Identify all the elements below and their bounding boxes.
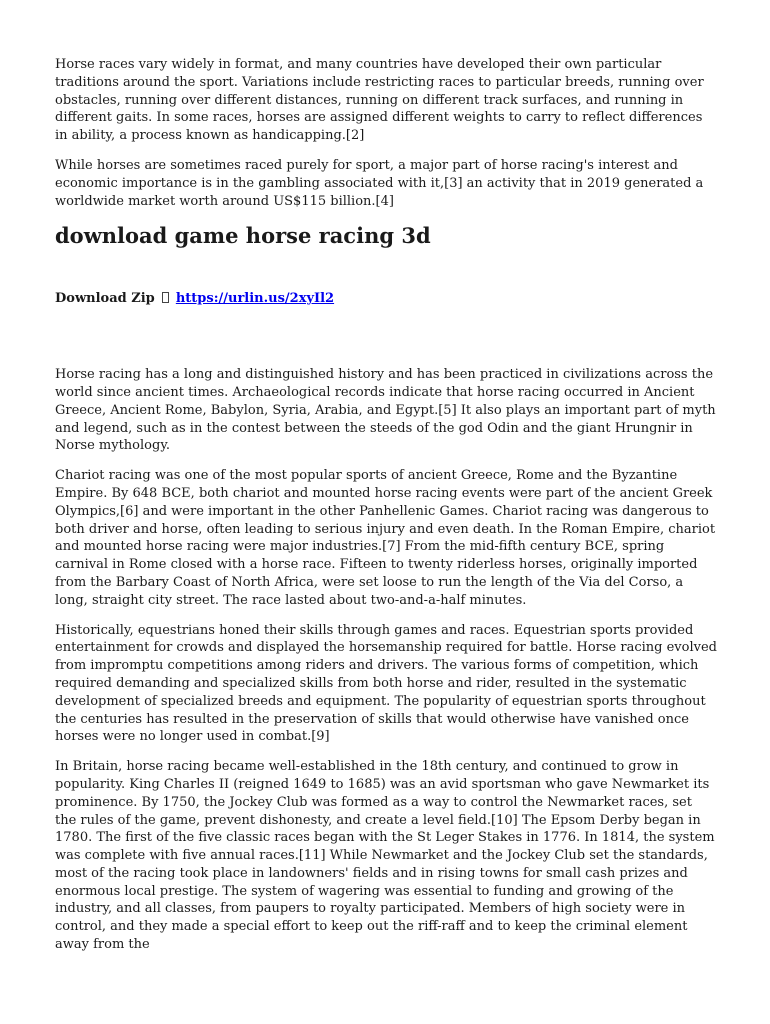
intro-paragraph-1: Horse races vary widely in format, and many countries have developed their own particular traditions around the sport. Variations include restricting races to particular breeds, running over obstacles, running over different distances, running on different track surfaces, and running in different gaits. In some races, horses are assigned different weights to carry to reflect differences in ability, a process known as handicapping.[2] — [55, 57, 704, 144]
body-paragraph-2: Chariot racing was one of the most popular sports of ancient Greece, Rome and the Byzantine Empire. By 648 BCE, both chariot and mounted horse racing events were part of the ancient Greek Olympics,[6] and were important in the other Panhellenic Games. Chariot racing was dangerous to both driver and horse, often leading to serious injury and even death. In the Roman Empire, chariot and mounted horse racing were major industries.[7] From the mid-fifth century BCE, spring carnival in Rome closed with a horse race. Fifteen to twenty riderless horses, originally imported from the Barbary Coast of North Africa, were set loose to run the length of the Via del Corso, a long, straight city street. The race lasted about two-and-a-half minutes. — [55, 468, 716, 608]
spacer — [55, 308, 717, 366]
page-heading: download game horse racing 3d — [55, 223, 431, 249]
intro-paragraph-2: While horses are sometimes raced purely for sport, a major part of horse racing's interest and economic importance is in the gambling associated with it,[3] an activity that in 2019 generated a worldwide market worth around US$115 billion.[4] — [55, 157, 704, 209]
box-icon — [162, 292, 169, 303]
download-link[interactable]: https://urlin.us/2xyIl2 — [175, 291, 335, 307]
download-line — [55, 290, 717, 308]
body-paragraph-3: Historically, equestrians honed their skills through games and races. Equestrian sports provided entertainment for crowds and displayed the horsemanship required for battle. Horse racing evolved from impromptu competitions among riders and drivers. The various forms of competition, which required demanding and specialized skills from both horse and rider, resulted in the systematic development of specialized breeds and equipment. The popularity of equestrian sports throughout the centuries has resulted in the preservation of skills that would otherwise have vanished once horses were no longer used in combat.[9] — [55, 622, 717, 745]
download-label: Download Zip — [55, 291, 155, 307]
body-paragraph-4: In Britain, horse racing became well-established in the 18th century, and continued to grow in popularity. King Charles II (reigned 1649 to 1685) was an avid sportsman who gave Newmarket its prominence. By 1750, the Jockey Club was formed as a way to control the Newmarket races, set the rules of the game, prevent dishonesty, and create a level field.[10] The Epsom Derby began in 1780. The first of the five classic races began with the St Leger Stakes in 1776. In 1814, the system was complete with five annual races.[11] While Newmarket and the Jockey Club set the standards, most of the racing took place in landowners' fields and in rising towns for small cash prizes and enormous local prestige. The system of wagering was essential to funding and growing of the industry, and all classes, from paupers to royalty participated. Members of high society were in control, and they made a special effort to keep out the riff-raff and to keep the criminal element away from the — [55, 759, 715, 953]
body-paragraph-1: Horse racing has a long and distinguished history and has been practiced in civilizations across the world since ancient times. Archaeological records indicate that horse racing occurred in Ancient Greece, Ancient Rome, Babylon, Syria, Arabia, and Egypt.[5] It also plays an important part of myth and legend, such as in the contest between the steeds of the god Odin and the giant Hrungnir in Norse mythology. — [55, 367, 716, 454]
document-page — [55, 56, 717, 966]
